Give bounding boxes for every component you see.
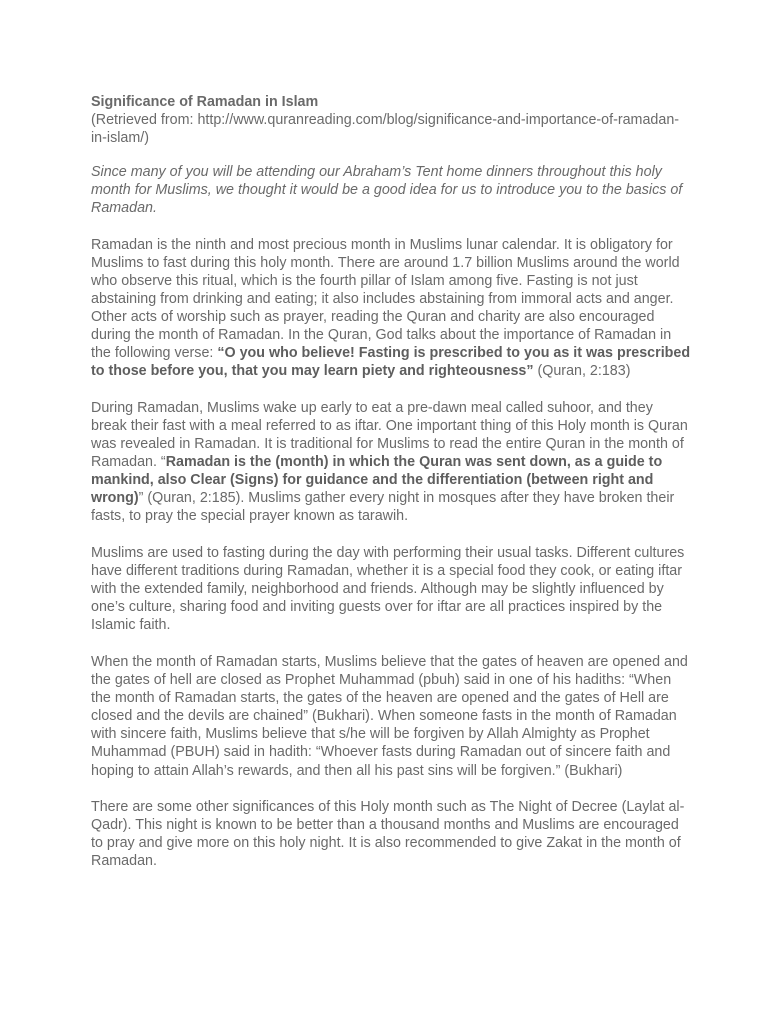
- paragraph-1: [91, 236, 691, 381]
- document-title: Significance of Ramadan in Islam: [91, 94, 319, 110]
- citation-2-183: (Quran, 2:183): [533, 363, 631, 380]
- source-citation: (Retrieved from: http://www.quranreading.com/blog/significance-and-importance-of-ramadan-in-islam/): [91, 112, 680, 147]
- paragraph-3: Muslims are used to fasting during the day with performing their usual tasks. Different cultures have different traditions during Ramadan, whether it is a special food they cook, or eating iftar with the extended family, neighborhood and friends. Although may be slightly influenced by one’s culture, sharing food and inviting guests over for iftar are all practices inspired by the Islamic faith.: [91, 544, 685, 634]
- paragraph-2: [91, 399, 691, 526]
- paragraph-4: When the month of Ramadan starts, Muslims believe that the gates of heaven are opened and the gates of hell are closed as Prophet Muhammad (pbuh) said in one of his hadiths: “When the month of Ramadan starts, the gates of the heaven are opened and the gates of Hell are closed and the devils are chained” (Bukhari). When someone fasts in the month of Ramadan with sincere faith, Muslims believe that s/he will be forgiven by Allah Almighty as Prophet Muhammad (PBUH) said in hadith: “Whoever fasts during Ramadan out of sincere faith and hoping to attain Allah’s rewards, and then all his past sins will be forgiven.” (Bukhari): [91, 653, 688, 779]
- paragraph-1-text: Ramadan is the ninth and most precious month in Muslims lunar calendar. It is obligatory for Muslims to fast during this holy month. There are around 1.7 billion Muslims around the world who observe this ritual, which is the fourth pillar of Islam among five. Fasting is not just abstaining from drinking and eating; it also includes abstaining from immoral acts and anger. Other acts of worship such as prayer, reading the Quran and charity are also encouraged during the month of Ramadan. In the Quran, God talks about the importance of Ramadan in the following verse:: [91, 236, 680, 362]
- intro-paragraph: Since many of you will be attending our Abraham’s Tent home dinners throughout this holy month for Muslims, we thought it would be a good idea for us to introduce you to the basics of Ramadan.: [91, 164, 683, 217]
- paragraph-2-text: During Ramadan, Muslims wake up early to eat a pre-dawn meal called suhoor, and they break their fast with a meal referred to as iftar. One important thing of this Holy month is Quran was revealed in Ramadan. It is traditional for Muslims to read the entire Quran in the month of Ramadan. “: [91, 399, 688, 471]
- quran-verse-2-183: “O you who believe! Fasting is prescribed to you as it was prescribed to those before you, that you may learn piety and righteousness”: [91, 345, 691, 380]
- document-body: [91, 93, 691, 889]
- quran-verse-2-185: Ramadan is the (month) in which the Quran was sent down, as a guide to mankind, also Clear (Signs) for guidance and the differentiation (between right and wrong): [91, 454, 663, 507]
- paragraph-2-rest: ” (Quran, 2:185). Muslims gather every night in mosques after they have broken their fasts, to pray the special prayer known as tarawih.: [91, 490, 675, 525]
- paragraph-5: There are some other significances of this Holy month such as The Night of Decree (Laylat al- Qadr). This night is known to be better than a thousand months and Muslims are encouraged to pray and give more on this holy night. It is also recommended to give Zakat in the month of Ramadan.: [91, 799, 685, 870]
